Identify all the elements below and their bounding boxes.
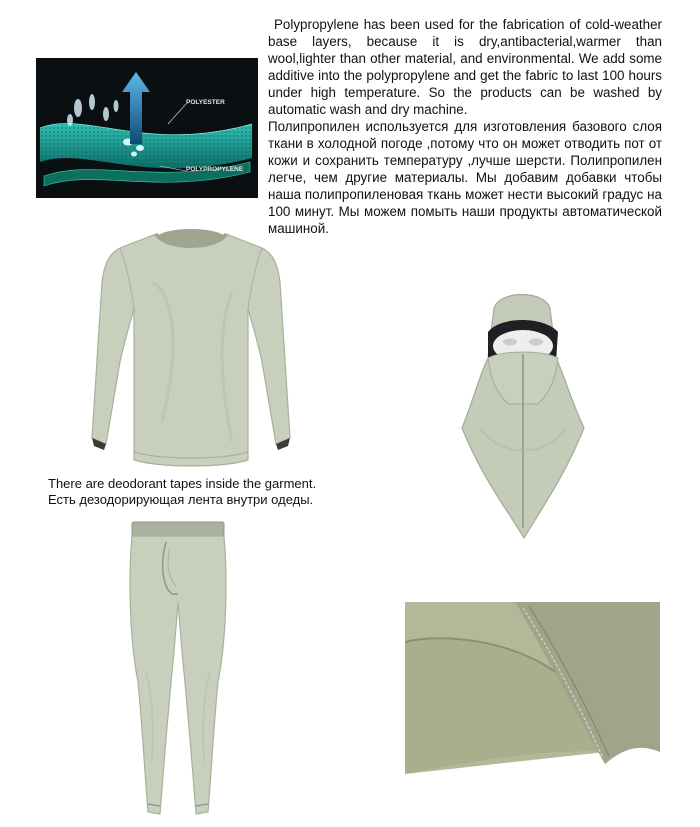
- deodorant-tape-note: [48, 476, 378, 508]
- product-description: [268, 16, 662, 237]
- description-english: Polypropylene has been used for the fabrication of cold-weather base layers, because it is dry,antibacterial,warmer than wool,lighter than other material, and environmental. We add some additive into the polypropylene and get the fabric to last 100 hours under high temperature. So the products can be washed by automatic wash and dry machine.: [268, 17, 662, 117]
- balaclava-image: [460, 288, 584, 538]
- tape-note-russian: Есть дезодорирующая лента внутри одеды.: [48, 492, 314, 507]
- tape-note-english: There are deodorant tapes inside the garment.: [48, 476, 317, 491]
- description-russian: Полипропилен используется для изготовления базового слоя ткани в холодной погоде ,потому что он может отводить пот от кожи и сохранить температуру ,лучше шерсти. Полипропилен легче, чем другие материалы. Мы добавим добавки чтобы наша полипропиленовая ткань может нести высокий градус на 100 минут. Мы можем помыть наши продукты автоматической машиной.: [268, 119, 662, 236]
- polyester-label: POLYESTER: [186, 99, 225, 106]
- fabric-layer-diagram: [36, 58, 258, 198]
- long-sleeve-top-image: [92, 222, 290, 470]
- long-pants-image: [126, 522, 230, 816]
- fabric-closeup-image: [405, 602, 660, 774]
- polypropylene-label: POLYPROPYLENE: [186, 166, 244, 173]
